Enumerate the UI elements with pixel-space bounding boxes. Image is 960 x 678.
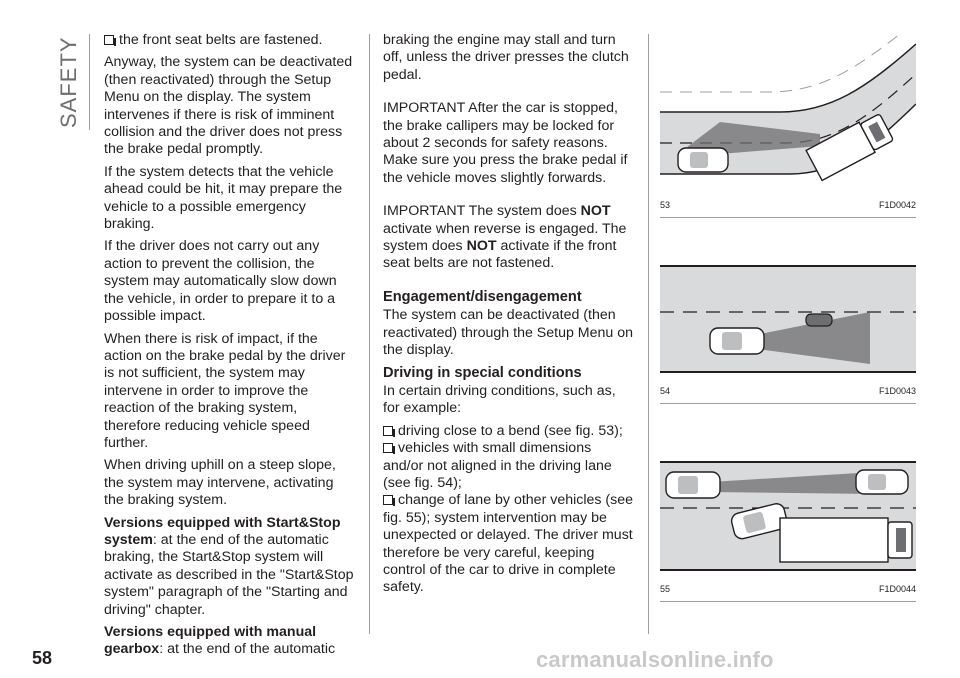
- paragraph-body: : at the end of the automatic: [159, 641, 336, 658]
- bullet-text: the front seat belts are fastened.: [119, 32, 323, 48]
- note-text: activate when reverse is engaged. The system does: [383, 220, 627, 255]
- bullet-icon: [383, 443, 393, 453]
- paragraph-lead: Versions equipped with manual gearbox: [104, 624, 317, 658]
- paragraph: If the system detects that the vehicle ahead could be hit, it may prepare the vehicle to a possible emergency braking.: [104, 163, 343, 233]
- figure-number: 54: [660, 386, 671, 396]
- paragraph: When there is risk of impact, if the action on the brake pedal by the driver is not sufficient, the system may intervene in order to improve the reaction of the braking system, therefore reducing vehicle speed further.: [104, 330, 346, 451]
- paragraph: When driving uphill on a steep slope, the system may intervene, activating the braking system.: [104, 457, 336, 509]
- figure-rule: [660, 403, 916, 404]
- section-heading: Driving in special conditions: [383, 364, 582, 381]
- bullet-item: [104, 32, 356, 49]
- text-column-2: [383, 32, 635, 597]
- figure-53-caption: [660, 200, 916, 210]
- bullet-item: [383, 423, 635, 440]
- figure-code: F1D0044: [878, 584, 916, 594]
- figure-rule: [660, 601, 916, 602]
- section-heading: Engagement/disengagement: [383, 288, 582, 305]
- paragraph: [104, 515, 356, 619]
- paragraph: IMPORTANT After the car is stopped, the brake callipers may be locked for about 2 seconds for safety reasons. Make sure you press the brake pedal if the vehicle moves slightly forwards.: [383, 100, 628, 186]
- bullet-text: driving close to a bend (see fig. 53);: [398, 422, 623, 439]
- figure-55: [660, 442, 916, 602]
- text-column-1: [104, 32, 356, 664]
- page-number: 58: [32, 648, 53, 668]
- figure-53-illustration: [660, 34, 916, 198]
- section-tab-rule: [89, 34, 90, 130]
- paragraph: [104, 624, 356, 659]
- paragraph-lead: Versions equipped with Start&Stop system: [104, 514, 341, 548]
- figure-number: 53: [660, 200, 671, 210]
- important-note: [383, 203, 635, 273]
- bullet-item: [383, 440, 635, 492]
- note-text: activate if the front seat belts are not fastened.: [383, 238, 617, 272]
- watermark[interactable]: carmanualsonline.info: [536, 647, 774, 672]
- paragraph: If the driver does not carry out any action to prevent the collision, the system may automatically slow down the vehicle, in order to prepare it to a possible impact.: [104, 238, 337, 325]
- bullet-icon: [104, 35, 114, 45]
- note-emphasis: NOT: [580, 203, 611, 220]
- bullet-text: change of lane by other vehicles (see fig. 55); system intervention may be unexpected or delayed. The driver must therefore be very careful, keeping control of the car to drive in complete safety.: [383, 492, 634, 596]
- section-tab: [56, 28, 80, 128]
- figure-rule: [660, 217, 916, 218]
- figure-54-caption: [660, 386, 916, 396]
- paragraph: Anyway, the system can be deactivated (then reactivated) through the Setup Menu on the display. The system intervenes if there is risk of imminent collision and the driver does not press the brake pedal promptly.: [104, 54, 353, 158]
- figure-55-caption: [660, 584, 916, 594]
- column-divider-1: [369, 34, 370, 634]
- figure-54: [660, 244, 916, 404]
- bullet-text: vehicles with small dimensions and/or not aligned in the driving lane (see fig. 54);: [383, 440, 612, 491]
- paragraph: In certain driving conditions, such as, for example:: [383, 382, 616, 417]
- paragraph: braking the engine may stall and turn off, unless the driver presses the clutch pedal.: [383, 32, 629, 83]
- figure-code: F1D0043: [878, 386, 916, 396]
- figure-number: 55: [660, 584, 671, 594]
- bullet-icon: [383, 426, 393, 436]
- bullet-icon: [383, 495, 393, 505]
- figure-55-illustration: [660, 442, 916, 582]
- figure-code: F1D0042: [878, 200, 916, 210]
- figure-53: [660, 34, 916, 218]
- bullet-item: [383, 492, 635, 596]
- paragraph-body: : at the end of the automatic braking, the Start&Stop system will activate as described in the "Start&Stop system" paragraph of the "Starting and driving" chapter.: [104, 531, 354, 618]
- note-emphasis: NOT: [466, 238, 497, 255]
- note-text: IMPORTANT The system does: [383, 203, 581, 220]
- figure-54-illustration: [660, 244, 916, 384]
- column-divider-2: [648, 34, 649, 634]
- section-tab-label: SAFETY: [56, 36, 81, 128]
- paragraph: The system can be deactivated (then reactivated) through the Setup Menu on the display.: [383, 307, 634, 359]
